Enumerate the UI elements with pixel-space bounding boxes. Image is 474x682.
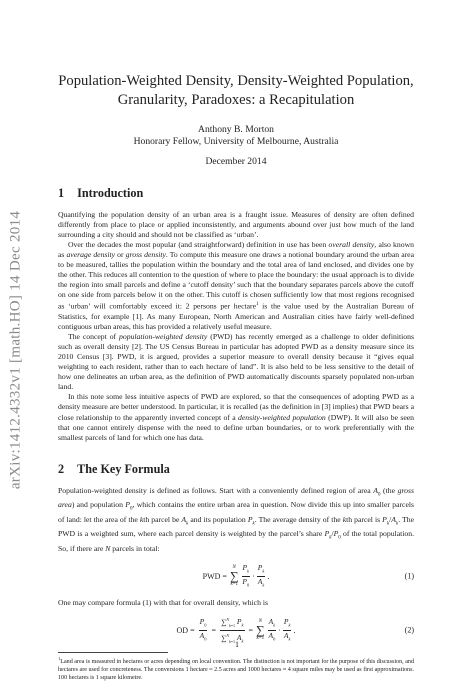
paper-date: December 2014	[205, 156, 267, 167]
footnote: $^1$Land area is measured in hectares or acres depending on local convention. The distinction is not important for the purpose of this discussion, and hectares are used for concreteness. The conversions 1 hectare ≈ 2.5 acres and 1000 hectares ≈ 4 square miles may be used as first approximations. 100 hectares is 1 square kilometre.	[58, 656, 414, 682]
section-heading-key-formula: 2 The Key Formula	[58, 461, 170, 476]
paper-page	[58, 72, 414, 682]
arxiv-identifier: arXiv:1412.4332v1 [math.HO] 14 Dec 2014	[7, 210, 24, 490]
section-heading-introduction: 1 Introduction	[58, 186, 144, 200]
intro-paragraph-4: In this note some less intuitive aspects of PWD are explored, so that the consequences of adopting PWD as a density measure are better understood. In particular, it is recalled (as the definition in [3] implies) that PWD bears a close relationship to the apparently inverted concept of a density-weighted population (DWP). It will also be seen that one cannot entirely dispense with the need to define urban boundaries, or to work preferentially with the smallest parcels of land for which one has data.	[58, 392, 414, 442]
page-number: 1	[235, 640, 239, 649]
intro-paragraph-2: Over the decades the most popular (and straightforward) definition in use has been overall density, also known as average density or gross density. To compute this measure one draws a notional boundary around the urban area to be measured, tallies the population within the boundary and the total area of land enclosed, and divides one by the other. This reduces all contention to the question of where to place the boundary: the usual approach is to divide the region into small parcels and define a ‘cutoff density’ such that the boundary separates parcels above the cutoff on one side from parcels below it on the other. This cutoff is chosen sufficiently low that most regions recognised as ‘urban’ will comfortably exceed it: 2 persons per hectare$^1$ is the value used by the Australian Bureau of Statistics, for example [1]. As many European, North American and Australian cities have fairly well-defined contiguous urban areas, this has provided a relatively useful measure.	[58, 240, 415, 332]
intro-paragraph-3: The concept of population-weighted density (PWD) has recently emerged as a challenge to older definitions such as overall density [2]. The US Census Bureau in particular has adopted PWD as a density measure since its 2010 Census [3]. PWD, it is argued, provides a superior measure to overall density because it “gives equal weighting to each resident, rather than to each hectare of land”. It is also held to be less sensitive to the detail of how one delineates an urban area, as the definition of PWD automatically discounts sparsely populated non-urban land.	[58, 332, 414, 392]
equation-2: OD = $\frac{P_0}{A_0}$ = $\frac{\sum^N_{k=1} P_k}{\sum^N_{k=1} A_k}$ = N ∑ k=1 $\frac{A_k}{A_0}$ · $\frac{P_k}{A_k}$ . (2)	[176, 616, 414, 644]
equation-1: PWD = N ∑ k=1 $\frac{P_k}{P_0}$ · $\frac{P_k}{A_k}$ . (1)	[202, 563, 414, 587]
formula-paragraph-1: Population-weighted density is defined as follows. Start with a conveniently defined region of area $A_0$ (the gross area) and population $P_0$, which contains the entire urban area in question. Now divide this up into smaller parcels of land: let the area of the kth parcel be $A_k$ and its population $P_k$. The average density of the kth parcel is $P_k/A_k$. The PWD is a weighted sum, where each parcel density is weighted by the parcel’s share $P_k/P_0$ of the total population. So, if there are N parcels in total:	[58, 485, 415, 553]
intro-paragraph-1: Quantifying the population density of an urban area is a fraught issue. Measures of density are often defined differently from place to place or applied inconsistently, and arguments abound over just how much of the land surrounding a city should and should not be classified as ‘urban’.	[58, 210, 414, 240]
author-name: Anthony B. Morton	[198, 124, 274, 135]
formula-paragraph-2: One may compare formula (1) with that for overall density, which is	[58, 598, 268, 607]
paper-title: Population-Weighted Density, Density-Weighted Population, Granularity, Paradoxes: a Recapitulation	[58, 73, 414, 108]
footnote-rule	[58, 652, 168, 653]
author-affiliation: Honorary Fellow, University of Melbourne, Australia	[133, 136, 339, 147]
